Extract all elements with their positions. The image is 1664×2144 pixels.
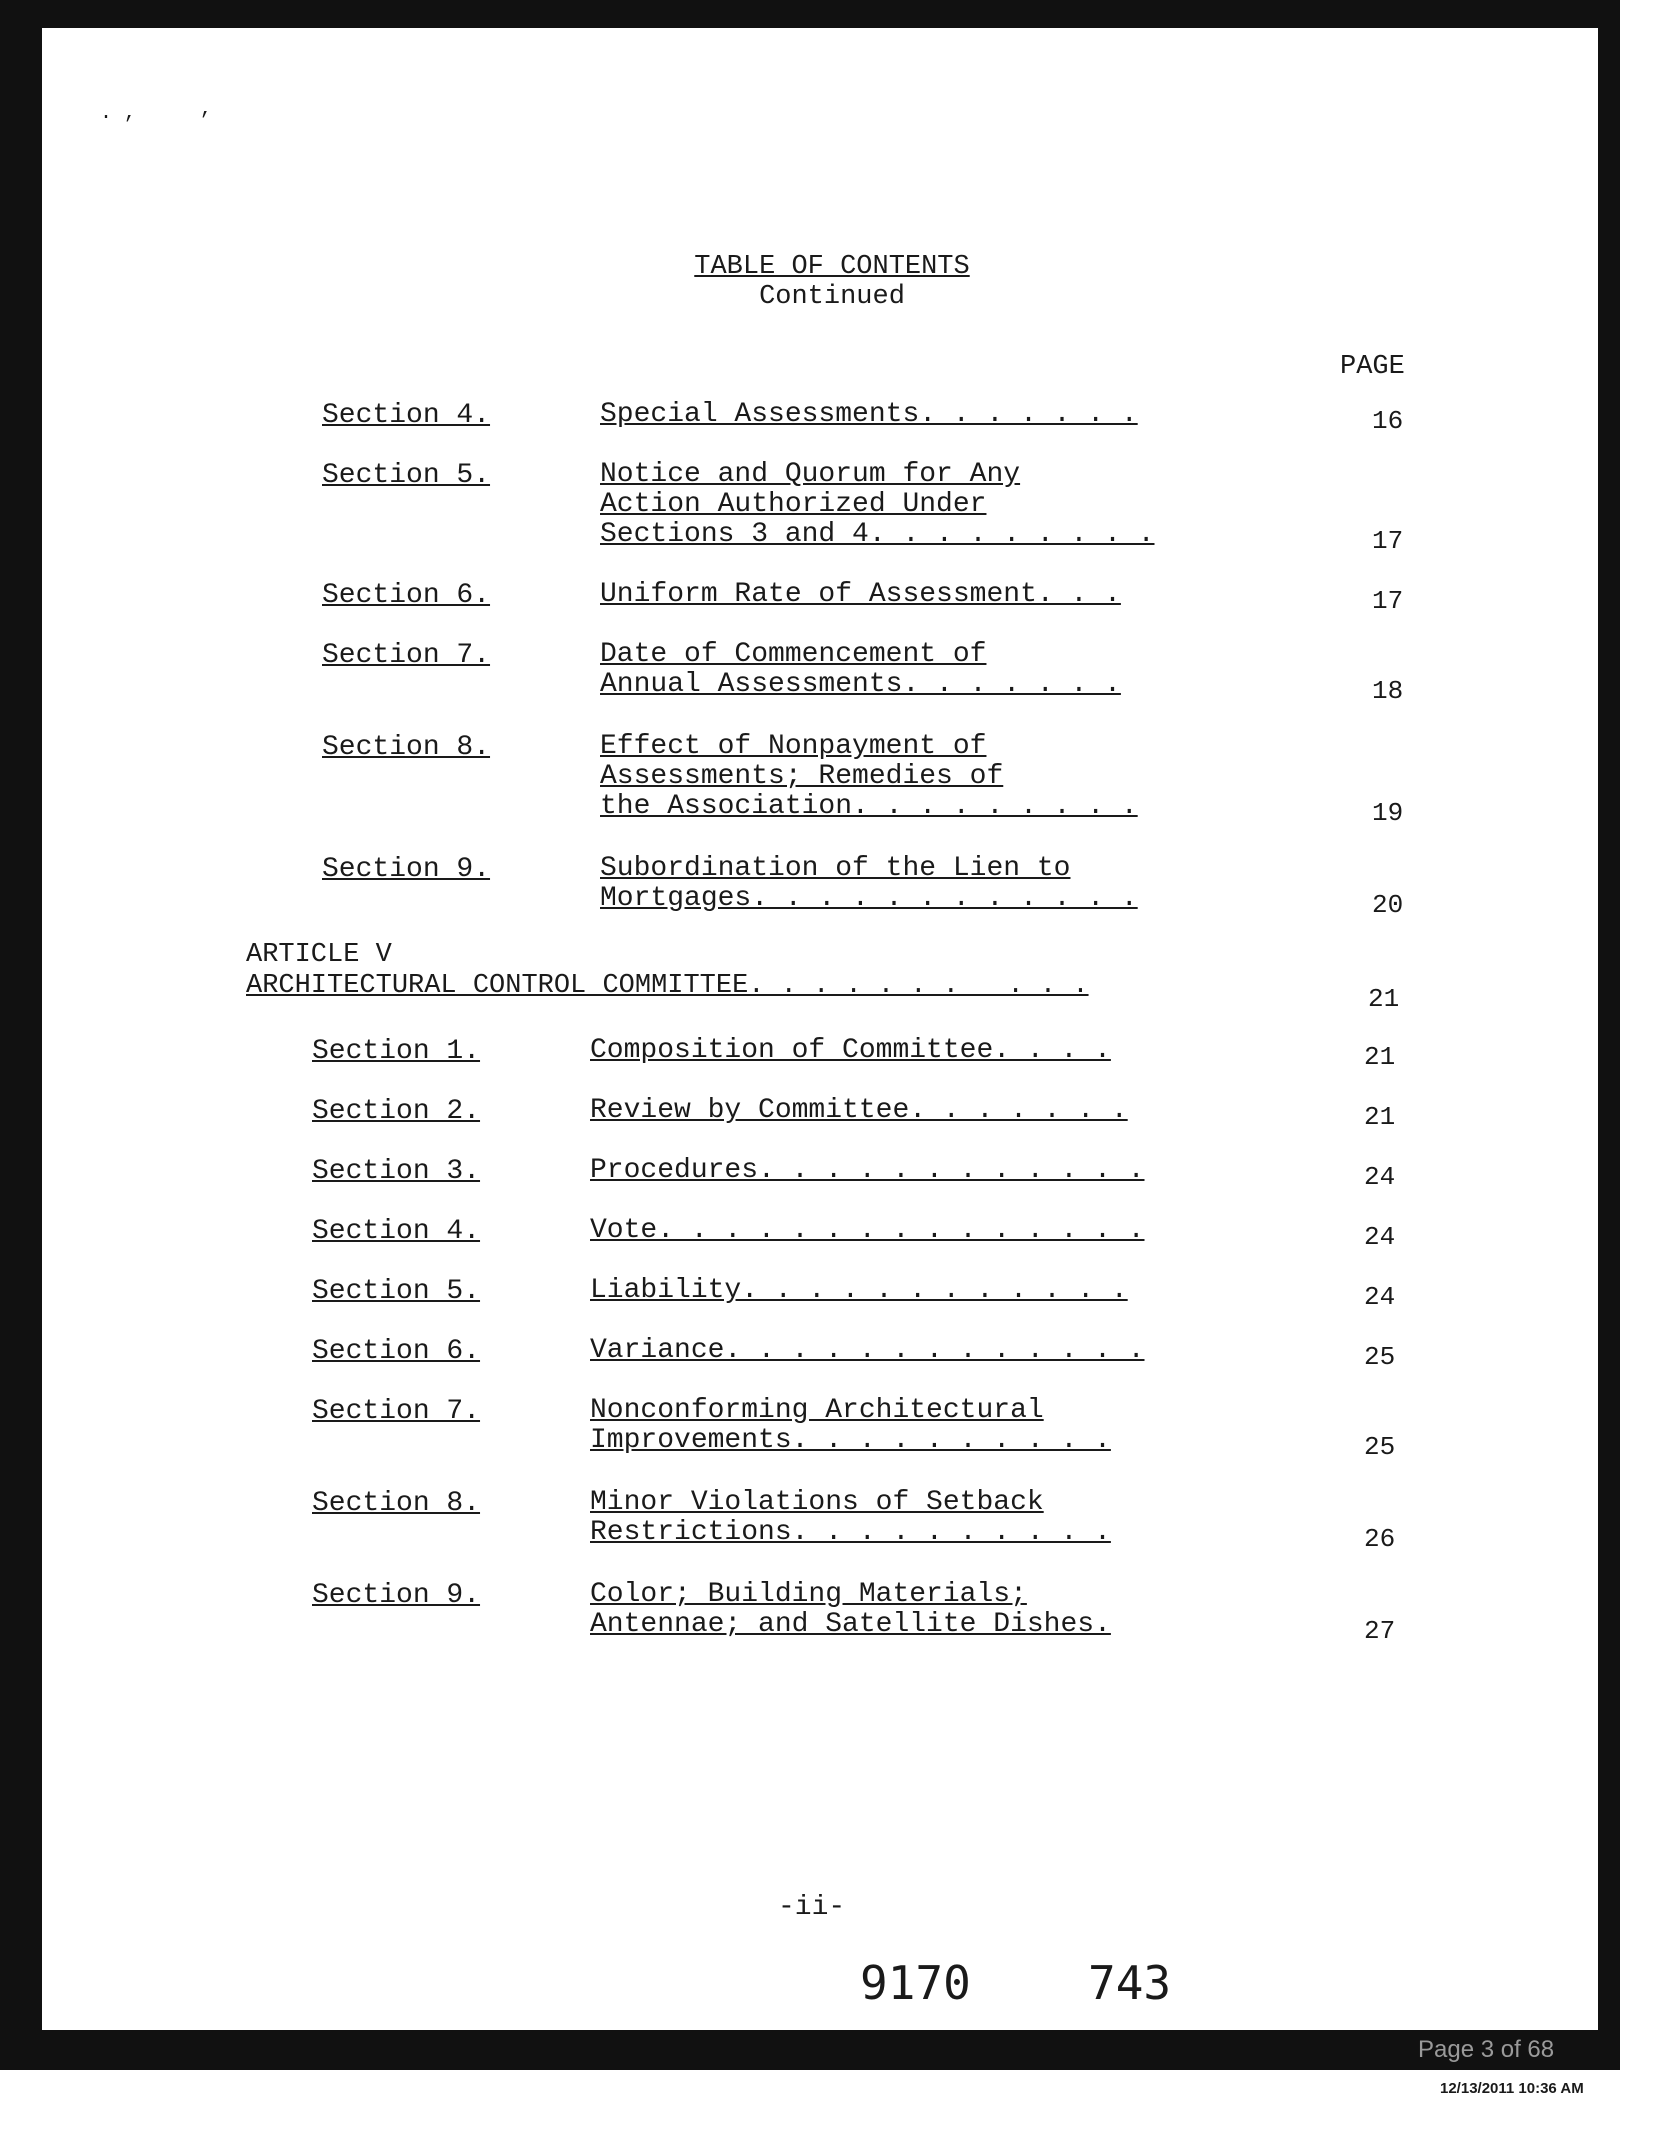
toc-entry-page-number: 24: [1364, 1222, 1396, 1252]
page-badge: Page 3 of 68: [1418, 2036, 1555, 2063]
toc-section-label: Section 3.: [312, 1156, 481, 1187]
toc-entry-title-line: Color; Building Materials;: [590, 1579, 1027, 1610]
toc-entry-title: [600, 460, 1155, 550]
toc-entry-title: [600, 854, 1138, 914]
toc-entry-page-number: 17: [1372, 526, 1404, 556]
toc-entry-title: [590, 1276, 1128, 1306]
toc-entry-title: [600, 580, 1121, 610]
toc-entry-title: [590, 1216, 1145, 1246]
toc-entry-title: [590, 1580, 1111, 1640]
toc-section-label: Section 9.: [312, 1580, 481, 1611]
scan-speck: ,: [200, 98, 213, 121]
document-subtitle: Continued: [759, 282, 905, 312]
article-heading: ARTICLE V: [246, 940, 392, 970]
toc-entry-title: [600, 732, 1138, 822]
article-title: ARCHITECTURAL CONTROL COMMITTEE. . . . . . . . . .: [246, 971, 1089, 1001]
toc-section-label: Section 4.: [322, 400, 491, 431]
toc-entry-title-line: Restrictions. . . . . . . . . .: [590, 1517, 1111, 1548]
toc-entry-title-line: Date of Commencement of: [600, 639, 987, 670]
toc-entry-title-line: Procedures. . . . . . . . . . . .: [590, 1155, 1145, 1186]
toc-entry-title: [600, 400, 1138, 430]
toc-entry-title-line: Review by Committee. . . . . . .: [590, 1095, 1128, 1126]
toc-section-label: Section 7.: [312, 1396, 481, 1427]
toc-section-label: Section 9.: [322, 854, 491, 885]
toc-section-label: Section 6.: [322, 580, 491, 611]
toc-section-label: Section 7.: [322, 640, 491, 671]
toc-section-label: Section 6.: [312, 1336, 481, 1367]
toc-entry-page-number: 18: [1372, 676, 1404, 706]
document-title: TABLE OF CONTENTS: [694, 252, 970, 282]
toc-entry-title: [600, 640, 1121, 700]
toc-entry-page-number: 27: [1364, 1616, 1396, 1646]
toc-section-label: Section 1.: [312, 1036, 481, 1067]
toc-entry-title-line: Variance. . . . . . . . . . . . .: [590, 1335, 1145, 1366]
page-number-stamp: 743: [1088, 1956, 1172, 2010]
document-page: [42, 28, 1598, 2030]
toc-entry-title-line: Notice and Quorum for Any: [600, 459, 1021, 490]
toc-entry-title-line: Sections 3 and 4. . . . . . . . .: [600, 519, 1155, 550]
toc-entry-title-line: Subordination of the Lien to: [600, 853, 1071, 884]
toc-entry-title-line: Assessments; Remedies of: [600, 761, 1004, 792]
toc-entry-title: [590, 1036, 1111, 1066]
toc-entry-page-number: 24: [1364, 1162, 1396, 1192]
toc-entry-title: [590, 1096, 1128, 1126]
scan-speck: . ,: [100, 102, 137, 125]
toc-entry-page-number: 20: [1372, 890, 1404, 920]
toc-section-label: Section 4.: [312, 1216, 481, 1247]
toc-entry-page-number: 21: [1364, 1042, 1396, 1072]
book-number-stamp: 9170: [860, 1956, 971, 2010]
toc-entry-title-line: Improvements. . . . . . . . . .: [590, 1425, 1111, 1456]
toc-entry-title-line: Uniform Rate of Assessment. . .: [600, 579, 1121, 610]
toc-entry-title-line: Minor Violations of Setback: [590, 1487, 1044, 1518]
toc-entry-page-number: 26: [1364, 1524, 1396, 1554]
toc-entry-title-line: Nonconforming Architectural: [590, 1395, 1044, 1426]
toc-entry-title: [590, 1156, 1145, 1186]
toc-entry-page-number: 21: [1364, 1102, 1396, 1132]
toc-entry-title: [590, 1336, 1145, 1366]
toc-entry-title-line: the Association. . . . . . . . .: [600, 791, 1138, 822]
toc-entry-title: [590, 1488, 1111, 1548]
toc-section-label: Section 8.: [322, 732, 491, 763]
page-marker: -ii-: [778, 1892, 846, 1923]
toc-entry-title-line: Composition of Committee. . . .: [590, 1035, 1111, 1066]
toc-entry-title-line: Antennae; and Satellite Dishes.: [590, 1609, 1111, 1640]
page-column-label: PAGE: [1340, 352, 1405, 382]
toc-section-label: Section 5.: [312, 1276, 481, 1307]
toc-section-label: Section 2.: [312, 1096, 481, 1127]
toc-entry-page-number: 19: [1372, 798, 1404, 828]
toc-entry-title-line: Mortgages. . . . . . . . . . . .: [600, 883, 1138, 914]
toc-entry-page-number: 16: [1372, 406, 1404, 436]
toc-entry-page-number: 17: [1372, 586, 1404, 616]
toc-entry-page-number: 24: [1364, 1282, 1396, 1312]
toc-entry-title: [590, 1396, 1111, 1456]
article-page: 21: [1368, 984, 1400, 1014]
toc-entry-title-line: Effect of Nonpayment of: [600, 731, 987, 762]
toc-entry-title-line: Annual Assessments. . . . . . .: [600, 669, 1121, 700]
scan-border-bottom: [0, 2030, 1620, 2070]
toc-entry-page-number: 25: [1364, 1342, 1396, 1372]
toc-entry-title-line: Special Assessments. . . . . . .: [600, 399, 1138, 430]
print-timestamp: 12/13/2011 10:36 AM: [1440, 2080, 1584, 2097]
toc-entry-title-line: Vote. . . . . . . . . . . . . . .: [590, 1215, 1145, 1246]
toc-section-label: Section 8.: [312, 1488, 481, 1519]
toc-entry-title-line: Liability. . . . . . . . . . . .: [590, 1275, 1128, 1306]
toc-entry-page-number: 25: [1364, 1432, 1396, 1462]
scan-border-top: [0, 0, 1620, 28]
toc-entry-title-line: Action Authorized Under: [600, 489, 987, 520]
toc-section-label: Section 5.: [322, 460, 491, 491]
